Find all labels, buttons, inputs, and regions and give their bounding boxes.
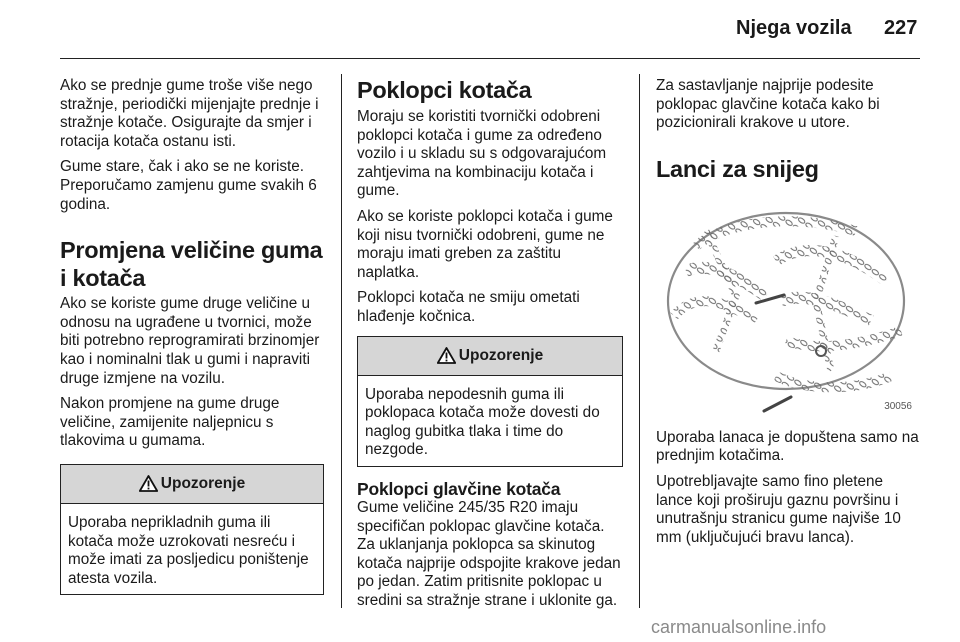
warning-box-1 (60, 464, 324, 595)
paragraph-tire-age: Gume stare, čak i ako se ne koriste. Preporučamo zamjenu gume svakih 6 godina. (60, 158, 317, 213)
snow-chain-illustration (656, 201, 916, 415)
page-number: 227 (884, 17, 918, 39)
column-3 (656, 77, 920, 554)
warning-header (358, 337, 622, 376)
watermark: carmanualsonline.info (651, 617, 827, 637)
column-divider-1 (341, 74, 342, 608)
paragraph-non-approved: Ako se koriste poklopci kotača i gume koji nisu tvornički odobreni, gume ne moraju imati greben za zaštitu naplatka. (357, 207, 613, 281)
column-2 (357, 77, 623, 617)
paragraph-front-wheels-only: Uporaba lanaca je dopuštena samo na prednjim kotačima. (656, 428, 919, 465)
paragraph-fine-chains: Upotrebljavajte samo fino pletene lance koji proširuju gaznu površinu i unutrašnju stranicu gume najviše 10 mm (uključujući bravu lanca). (656, 472, 901, 546)
heading-wheel-covers: Poklopci kotača (357, 77, 532, 103)
heading-tire-size-change: Promjena veličine guma i kotača (60, 237, 323, 292)
warning-triangle-icon (139, 475, 158, 492)
warning-text: Uporaba nepodesnih guma ili poklopaca kotača može dovesti do naglog gubitka tlaka i time do nezgode. (365, 385, 600, 459)
figure-code: 30056 (884, 400, 912, 412)
heading-snow-chains: Lanci za snijeg (656, 155, 819, 182)
paragraph-label-replace: Nakon promjene na gume druge veličine, zamijenite naljepnicu s tlakovima u gumama. (60, 395, 280, 450)
warning-box-2 (357, 336, 623, 467)
warning-title: Upozorenje (458, 346, 544, 364)
column-divider-2 (639, 74, 640, 608)
warning-title: Upozorenje (160, 474, 246, 492)
paragraph-reprogram: Ako se koriste gume druge veličine u odnosu na ugrađene u tvornici, može biti potrebno reprogramirati brzinomjer kao i nominalni tlak u gumi i napraviti druge izmjene na vozilu. (60, 295, 320, 387)
paragraph-assembly: Za sastavljanje najprije podesite poklopac glavčine kotača kako bi pozicionirali krakove u utore. (656, 77, 880, 132)
paragraph-approved-covers: Moraju se koristiti tvornički odobreni poklopci kotača i gume za određeno vozilo i u skladu su s odgovarajućom zahtjevima na kombinaciju kotača i gume. (357, 108, 607, 200)
paragraph-tire-wear: Ako se prednje gume troše više nego stražnje, periodički mijenjajte prednje i stražnje kotače. Osigurajte da smjer i rotacija kotača ostanu isti. (60, 77, 319, 150)
page-header-title: Njega vozila (736, 17, 852, 39)
warning-text: Uporaba neprikladnih guma ili kotača može uzrokovati nesreću i može imati za posljedicu poništenje atesta vozila. (68, 513, 309, 587)
paragraph-hub-cap-removal: Gume veličine 245/35 R20 imaju specifičan poklopac glavčine kotača. Za uklanjanja poklopca sa skinutog kotača najprije odspojite krakove jedan po jedan. Zatim pritisnite poklopac u sredini sa stražnje strane i uklonite ga. (357, 498, 621, 609)
warning-triangle-icon (437, 347, 456, 364)
paragraph-brake-cooling: Poklopci kotača ne smiju ometati hlađenje kočnica. (357, 289, 580, 325)
header-divider (60, 58, 920, 59)
snow-chain-image (656, 201, 916, 415)
subheading-hub-caps: Poklopci glavčine kotača (357, 478, 561, 499)
column-1 (60, 77, 324, 595)
warning-header (61, 465, 323, 504)
